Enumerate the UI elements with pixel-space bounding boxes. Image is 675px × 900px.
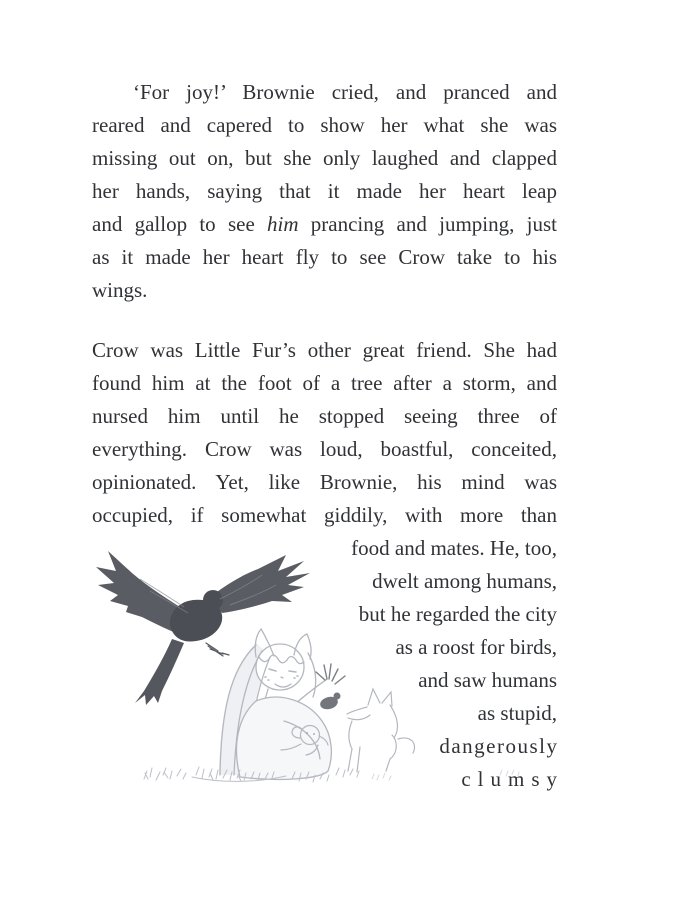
text-line: reared and capered to show her what she was	[92, 113, 557, 137]
italic-word: him	[267, 212, 299, 236]
paragraph-1	[92, 76, 557, 307]
text-line: as stupid,	[477, 701, 557, 725]
crow-and-little-fur-illustration	[80, 545, 545, 800]
text-segment: prancing and jumping, just	[298, 212, 557, 236]
held-bird	[319, 693, 341, 712]
text-line: but he regarded the city	[358, 602, 557, 626]
text-line: as a roost for birds,	[395, 635, 557, 659]
text-line: found him at the foot of a tree after a storm, and	[92, 371, 557, 395]
spaced-word: dangerously	[439, 734, 559, 758]
text-line: opinionated. Yet, like Brownie, his mind was	[92, 470, 557, 494]
fox-ear	[382, 692, 392, 706]
fox-ear	[368, 689, 380, 705]
text-line: her hands, saying that it made her heart leap	[92, 179, 557, 203]
text-line: missing out on, but she only laughed and clapped	[92, 146, 557, 170]
little-fur-drawing	[219, 629, 345, 779]
text-line: nursed him until he stopped seeing three of	[92, 404, 557, 428]
text-line: everything. Crow was loud, boastful, conceited,	[92, 437, 557, 461]
spaced-word: clumsy	[461, 767, 564, 791]
text-line: and saw humans	[418, 668, 557, 692]
grass-faint-drawing	[372, 770, 519, 780]
text-line: as it made her heart fly to see Crow take to his	[92, 245, 557, 269]
fox-drawing	[347, 689, 415, 772]
text-line: Crow was Little Fur’s other great friend. She had	[92, 338, 557, 362]
text-line	[92, 208, 557, 241]
text-line: ‘For joy!’ Brownie cried, and pranced and	[133, 80, 557, 104]
text-line: wings.	[92, 278, 148, 302]
text-line: dwelt among humans,	[372, 569, 557, 593]
text-line: occupied, if somewhat giddily, with more than	[92, 503, 557, 527]
text-line: food and mates. He, too,	[351, 536, 557, 560]
text-segment: and gallop to see	[92, 212, 268, 236]
